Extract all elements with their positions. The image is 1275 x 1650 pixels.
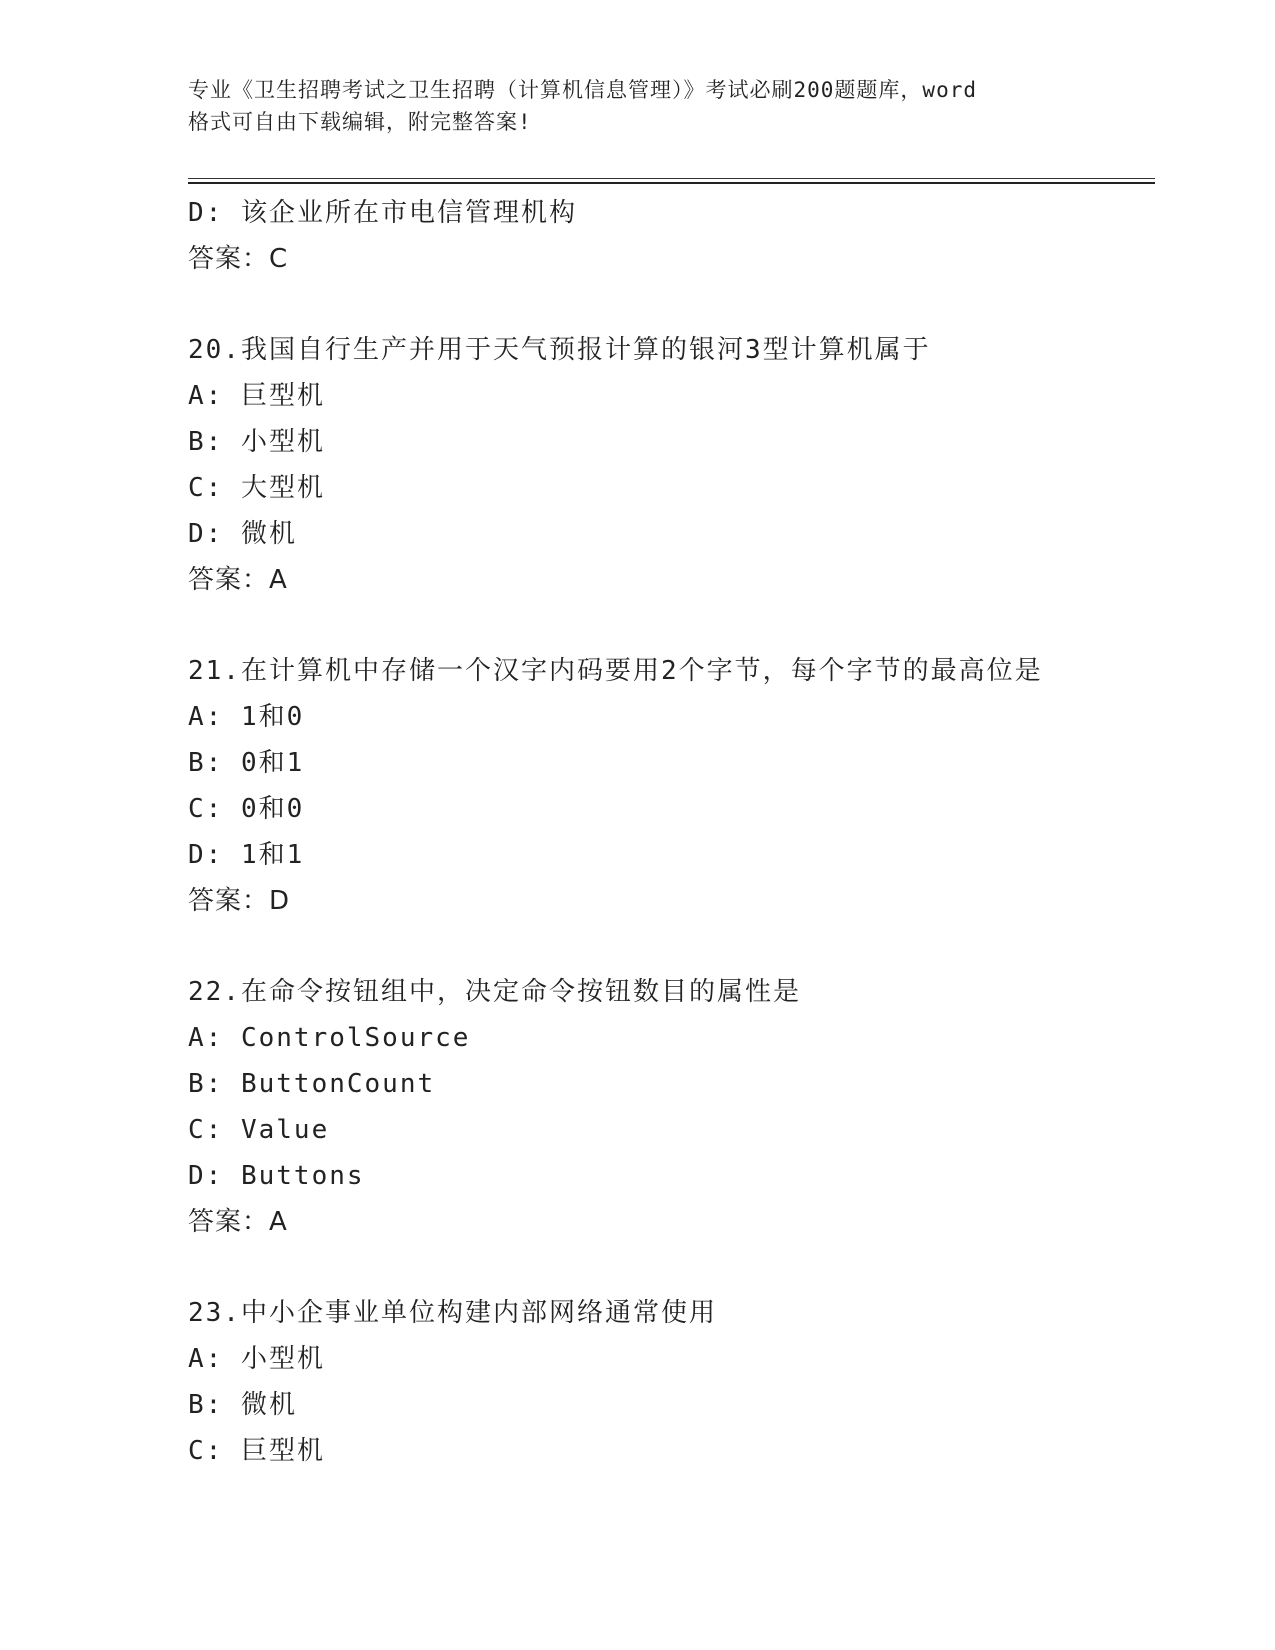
question-stem: 22.在命令按钮组中，决定命令按钮数目的属性是 [188,977,801,1007]
option-a: A: 小型机 [188,1344,325,1374]
option-c: C: 0和0 [188,794,305,824]
option-a: A: ControlSource [188,1023,471,1053]
question-stem: 23.中小企事业单位构建内部网络通常使用 [188,1298,717,1328]
answer-line: 答案：C [188,244,289,274]
option-a: A: 1和0 [188,702,305,732]
question-list [188,190,1148,1474]
option-c: C: 巨型机 [188,1436,325,1466]
option-b: B: ButtonCount [188,1069,436,1099]
document-header [188,74,1088,138]
header-divider-thin [188,178,1155,179]
question-item [188,1290,1148,1474]
header-divider-thick [188,182,1155,184]
header-line-2: 格式可自由下载编辑，附完整答案! [188,110,532,134]
option-b: B: 0和1 [188,748,305,778]
question-stem: 21.在计算机中存储一个汉字内码要用2个字节，每个字节的最高位是 [188,656,1043,686]
option-a: A: 巨型机 [188,381,325,411]
option-c: C: 大型机 [188,473,325,503]
option-b: B: 微机 [188,1390,297,1420]
answer-line: 答案：A [188,565,288,595]
answer-line: 答案：D [188,886,291,916]
question-item [188,648,1148,924]
question-stem: 20.我国自行生产并用于天气预报计算的银河3型计算机属于 [188,335,931,365]
option-d: D: 微机 [188,519,297,549]
answer-line: 答案：A [188,1207,288,1237]
option-b: B: 小型机 [188,427,325,457]
option-d: D: 1和1 [188,840,305,870]
question-item [188,969,1148,1245]
header-line-1: 专业《卫生招聘考试之卫生招聘（计算机信息管理）》考试必刷200题题库，word [188,78,977,102]
option-d: D: Buttons [188,1161,365,1191]
option-d: D: 该企业所在市电信管理机构 [188,198,577,228]
question-item [188,327,1148,603]
option-c: C: Value [188,1115,330,1145]
